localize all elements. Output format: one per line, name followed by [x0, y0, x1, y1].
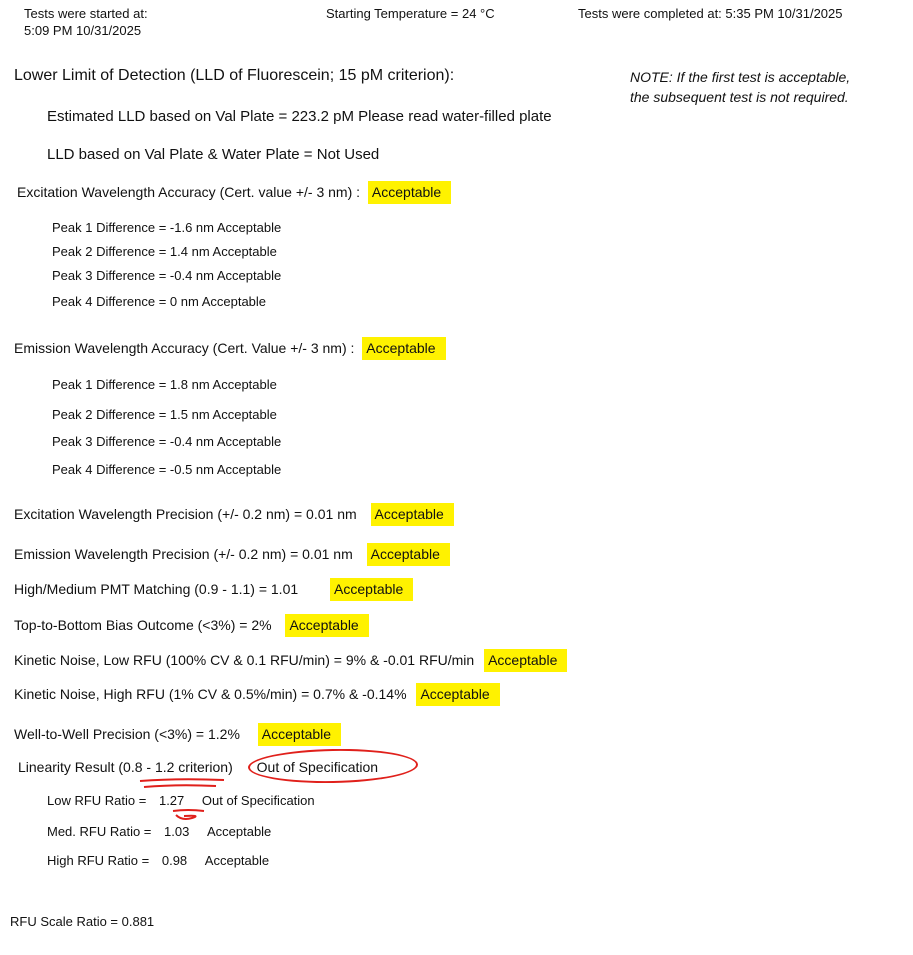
completed-time: Tests were completed at: 5:35 PM 10/31/2025 [578, 6, 843, 21]
low-rfu-ratio-row [47, 794, 315, 807]
emission-peak-2: Peak 2 Difference = 1.5 nm Acceptable [52, 407, 277, 422]
excitation-peak-4: Peak 4 Difference = 0 nm Acceptable [52, 294, 267, 309]
result-label: Kinetic Noise, Low RFU (100% CV & 0.1 RFU/min) = 9% & -0.01 RFU/min [14, 652, 475, 668]
ratio-label: Low RFU Ratio = [47, 793, 147, 808]
emission-accuracy-row [14, 341, 446, 355]
linearity-result-text: Out of Specification [256, 759, 379, 775]
result-row-kinetic-noise-low [14, 653, 567, 667]
ratio-status: Out of Specification [201, 793, 315, 808]
result-status: Acceptable [258, 723, 341, 746]
result-label: Emission Wavelength Precision (+/- 0.2 nm) = 0.01 nm [14, 546, 353, 562]
result-label: Well-to-Well Precision (<3%) = 1.2% [14, 726, 240, 742]
result-status: Acceptable [371, 503, 454, 526]
emission-accuracy-label: Emission Wavelength Accuracy (Cert. Value +/- 3 nm) : [14, 340, 355, 356]
ratio-value: 0.98 [161, 853, 188, 868]
result-status: Acceptable [484, 649, 567, 672]
result-status: Acceptable [330, 578, 413, 601]
excitation-accuracy-label: Excitation Wavelength Accuracy (Cert. value +/- 3 nm) : [17, 184, 361, 200]
starting-temperature: Starting Temperature = 24 °C [326, 6, 495, 21]
result-status: Acceptable [285, 614, 368, 637]
red-underline-value-annotation [170, 807, 210, 823]
emission-peak-4: Peak 4 Difference = -0.5 nm Acceptable [52, 462, 282, 477]
estimated-lld: Estimated LLD based on Val Plate = 223.2 pM Please read water-filled plate [47, 108, 552, 125]
excitation-peak-3: Peak 3 Difference = -0.4 nm Acceptable [52, 268, 282, 283]
result-label: High/Medium PMT Matching (0.9 - 1.1) = 1.01 [14, 581, 299, 597]
emission-accuracy-result: Acceptable [362, 337, 445, 360]
result-label: Excitation Wavelength Precision (+/- 0.2 nm) = 0.01 nm [14, 506, 357, 522]
result-row-top-bottom-bias [14, 618, 369, 632]
excitation-peak-2: Peak 2 Difference = 1.4 nm Acceptable [52, 244, 277, 259]
rfu-scale-ratio: RFU Scale Ratio = 0.881 [10, 914, 155, 929]
linearity-label: Linearity Result (0.8 - 1.2 criterion) [18, 759, 233, 775]
linearity-result [257, 760, 378, 774]
excitation-accuracy-row [17, 185, 451, 199]
started-value: 5:09 PM 10/31/2025 [24, 23, 142, 38]
ratio-value: 1.03 [164, 824, 190, 839]
result-label: Kinetic Noise, High RFU (1% CV & 0.5%/min) = 0.7% & -0.14% [14, 686, 407, 702]
ratio-status: Acceptable [206, 824, 272, 839]
ratio-value: 1.27 [158, 793, 185, 808]
lld-title: Lower Limit of Detection (LLD of Fluorescein; 15 pM criterion): [14, 67, 455, 84]
result-row-well-to-well [14, 727, 341, 741]
result-row-pmt-matching [14, 582, 413, 596]
result-status: Acceptable [416, 683, 499, 706]
med-rfu-ratio-row [47, 825, 271, 838]
result-label: Top-to-Bottom Bias Outcome (<3%) = 2% [14, 617, 272, 633]
emission-peak-1: Peak 1 Difference = 1.8 nm Acceptable [52, 377, 277, 392]
excitation-peak-1: Peak 1 Difference = -1.6 nm Acceptable [52, 220, 282, 235]
started-label: Tests were started at: [24, 6, 148, 21]
result-row-excitation-precision [14, 507, 454, 521]
note-line-1: NOTE: If the first test is acceptable, [630, 69, 851, 85]
emission-peak-3: Peak 3 Difference = -0.4 nm Acceptable [52, 434, 282, 449]
result-row-kinetic-noise-high [14, 687, 500, 701]
lld-water-plate: LLD based on Val Plate & Water Plate = Not Used [47, 146, 380, 163]
linearity-row [18, 760, 378, 774]
ratio-status: Acceptable [204, 853, 270, 868]
red-underline-annotation [138, 775, 228, 791]
ratio-label: High RFU Ratio = [47, 853, 150, 868]
result-row-emission-precision [14, 547, 450, 561]
ratio-label: Med. RFU Ratio = [47, 824, 152, 839]
excitation-accuracy-result: Acceptable [368, 181, 451, 204]
note-line-2: the subsequent test is not required. [630, 89, 849, 105]
high-rfu-ratio-row [47, 854, 269, 867]
result-status: Acceptable [367, 543, 450, 566]
red-circle-annotation [247, 748, 418, 785]
